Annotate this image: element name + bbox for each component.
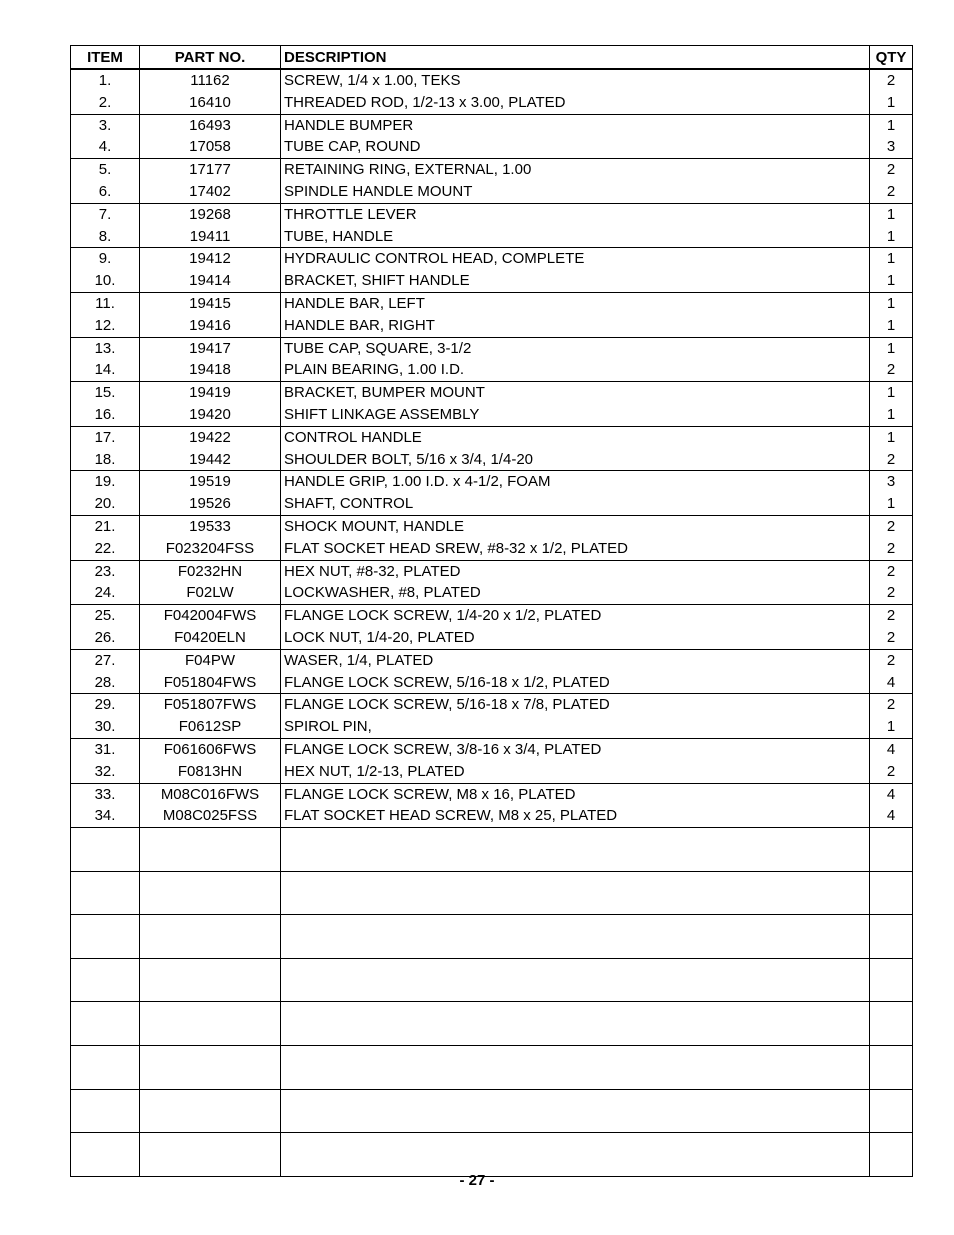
- cell-description: SPINDLE HANDLE MOUNT: [281, 181, 870, 203]
- cell-part-no: 19417: [140, 337, 281, 359]
- cell-part-no: 11162: [140, 69, 281, 92]
- cell-description: FLANGE LOCK SCREW, 3/8-16 x 3/4, PLATED: [281, 738, 870, 760]
- empty-cell: [71, 915, 140, 959]
- cell-part-no: 19519: [140, 471, 281, 493]
- cell-part-no: 19268: [140, 203, 281, 225]
- cell-description: SHAFT, CONTROL: [281, 493, 870, 515]
- cell-description: PLAIN BEARING, 1.00 I.D.: [281, 359, 870, 381]
- cell-qty: 3: [870, 471, 913, 493]
- cell-item: 26.: [71, 627, 140, 649]
- cell-description: RETAINING RING, EXTERNAL, 1.00: [281, 159, 870, 181]
- table-row: [71, 805, 913, 827]
- cell-part-no: F04PW: [140, 649, 281, 671]
- cell-item: 3.: [71, 114, 140, 136]
- cell-description: TUBE CAP, SQUARE, 3-1/2: [281, 337, 870, 359]
- empty-row: [71, 915, 913, 959]
- cell-part-no: F0232HN: [140, 560, 281, 582]
- cell-description: HANDLE BAR, RIGHT: [281, 315, 870, 337]
- cell-part-no: F0813HN: [140, 761, 281, 783]
- empty-cell: [71, 1046, 140, 1090]
- cell-description: WASER, 1/4, PLATED: [281, 649, 870, 671]
- empty-cell: [71, 1002, 140, 1046]
- empty-cell: [281, 1002, 870, 1046]
- cell-description: FLANGE LOCK SCREW, 5/16-18 x 7/8, PLATED: [281, 694, 870, 716]
- table-row: [71, 716, 913, 738]
- table-row: [71, 560, 913, 582]
- cell-description: SHOULDER BOLT, 5/16 x 3/4, 1/4-20: [281, 449, 870, 471]
- empty-cell: [870, 958, 913, 1002]
- cell-item: 24.: [71, 582, 140, 604]
- cell-qty: 1: [870, 226, 913, 248]
- cell-description: HEX NUT, 1/2-13, PLATED: [281, 761, 870, 783]
- empty-cell: [281, 1089, 870, 1133]
- cell-qty: 1: [870, 270, 913, 292]
- cell-part-no: 19414: [140, 270, 281, 292]
- cell-part-no: 19526: [140, 493, 281, 515]
- empty-row: [71, 1002, 913, 1046]
- cell-description: HYDRAULIC CONTROL HEAD, COMPLETE: [281, 248, 870, 270]
- header-description: DESCRIPTION: [281, 46, 870, 70]
- empty-cell: [870, 1133, 913, 1177]
- cell-description: TUBE CAP, ROUND: [281, 136, 870, 158]
- cell-qty: 1: [870, 114, 913, 136]
- empty-cell: [71, 871, 140, 915]
- cell-item: 17.: [71, 426, 140, 448]
- empty-cell: [870, 871, 913, 915]
- cell-part-no: 19418: [140, 359, 281, 381]
- table-row: [71, 404, 913, 426]
- cell-qty: 1: [870, 92, 913, 114]
- table-row: [71, 627, 913, 649]
- cell-description: SHIFT LINKAGE ASSEMBLY: [281, 404, 870, 426]
- cell-part-no: 17058: [140, 136, 281, 158]
- cell-item: 16.: [71, 404, 140, 426]
- cell-item: 10.: [71, 270, 140, 292]
- cell-item: 15.: [71, 382, 140, 404]
- table-row: [71, 92, 913, 114]
- cell-qty: 2: [870, 605, 913, 627]
- cell-part-no: 19416: [140, 315, 281, 337]
- cell-item: 29.: [71, 694, 140, 716]
- empty-cell: [870, 1089, 913, 1133]
- cell-part-no: 19420: [140, 404, 281, 426]
- table-row: [71, 292, 913, 314]
- cell-qty: 1: [870, 248, 913, 270]
- empty-cell: [281, 1133, 870, 1177]
- cell-description: HANDLE BUMPER: [281, 114, 870, 136]
- empty-row: [71, 1089, 913, 1133]
- cell-qty: 2: [870, 538, 913, 560]
- cell-item: 22.: [71, 538, 140, 560]
- empty-row: [71, 828, 913, 872]
- cell-part-no: M08C025FSS: [140, 805, 281, 827]
- cell-description: HANDLE GRIP, 1.00 I.D. x 4-1/2, FOAM: [281, 471, 870, 493]
- cell-item: 2.: [71, 92, 140, 114]
- cell-qty: 4: [870, 738, 913, 760]
- cell-description: BRACKET, BUMPER MOUNT: [281, 382, 870, 404]
- cell-qty: 2: [870, 649, 913, 671]
- cell-item: 1.: [71, 69, 140, 92]
- cell-item: 28.: [71, 672, 140, 694]
- table-row: [71, 114, 913, 136]
- cell-description: HEX NUT, #8-32, PLATED: [281, 560, 870, 582]
- cell-description: SPIROL PIN,: [281, 716, 870, 738]
- table-row: [71, 69, 913, 92]
- cell-qty: 2: [870, 761, 913, 783]
- cell-qty: 1: [870, 493, 913, 515]
- empty-cell: [281, 828, 870, 872]
- cell-description: LOCKWASHER, #8, PLATED: [281, 582, 870, 604]
- table-row: [71, 136, 913, 158]
- table-row: [71, 248, 913, 270]
- table-row: [71, 538, 913, 560]
- cell-part-no: 19411: [140, 226, 281, 248]
- cell-part-no: F0612SP: [140, 716, 281, 738]
- empty-cell: [140, 1002, 281, 1046]
- table-row: [71, 605, 913, 627]
- cell-item: 32.: [71, 761, 140, 783]
- table-header: [71, 46, 913, 70]
- table-row: [71, 761, 913, 783]
- cell-part-no: 19533: [140, 515, 281, 537]
- cell-qty: 1: [870, 404, 913, 426]
- header-item: ITEM: [71, 46, 140, 70]
- cell-item: 5.: [71, 159, 140, 181]
- cell-part-no: F0420ELN: [140, 627, 281, 649]
- empty-cell: [140, 828, 281, 872]
- cell-qty: 1: [870, 426, 913, 448]
- header-qty: QTY: [870, 46, 913, 70]
- cell-description: SCREW, 1/4 x 1.00, TEKS: [281, 69, 870, 92]
- cell-item: 11.: [71, 292, 140, 314]
- cell-item: 9.: [71, 248, 140, 270]
- table-row: [71, 449, 913, 471]
- page-number: - 27 -: [459, 1172, 495, 1189]
- table-row: [71, 783, 913, 805]
- empty-cell: [870, 1002, 913, 1046]
- cell-qty: 3: [870, 136, 913, 158]
- cell-qty: 1: [870, 203, 913, 225]
- table-row: [71, 315, 913, 337]
- cell-item: 12.: [71, 315, 140, 337]
- table-row: [71, 694, 913, 716]
- cell-qty: 2: [870, 159, 913, 181]
- cell-description: TUBE, HANDLE: [281, 226, 870, 248]
- cell-item: 18.: [71, 449, 140, 471]
- cell-item: 4.: [71, 136, 140, 158]
- cell-description: FLANGE LOCK SCREW, 1/4-20 x 1/2, PLATED: [281, 605, 870, 627]
- cell-description: SHOCK MOUNT, HANDLE: [281, 515, 870, 537]
- cell-part-no: F042004FWS: [140, 605, 281, 627]
- empty-cell: [870, 915, 913, 959]
- empty-cell: [71, 958, 140, 1002]
- cell-item: 13.: [71, 337, 140, 359]
- cell-qty: 2: [870, 449, 913, 471]
- cell-description: FLAT SOCKET HEAD SCREW, M8 x 25, PLATED: [281, 805, 870, 827]
- cell-qty: 1: [870, 337, 913, 359]
- empty-row: [71, 1046, 913, 1090]
- empty-row: [71, 958, 913, 1002]
- cell-item: 31.: [71, 738, 140, 760]
- table-row: [71, 159, 913, 181]
- cell-part-no: 19442: [140, 449, 281, 471]
- cell-qty: 2: [870, 69, 913, 92]
- cell-qty: 4: [870, 783, 913, 805]
- cell-part-no: 16410: [140, 92, 281, 114]
- table-row: [71, 203, 913, 225]
- cell-description: FLANGE LOCK SCREW, 5/16-18 x 1/2, PLATED: [281, 672, 870, 694]
- empty-cell: [71, 828, 140, 872]
- cell-item: 21.: [71, 515, 140, 537]
- cell-description: BRACKET, SHIFT HANDLE: [281, 270, 870, 292]
- header-part-no: PART NO.: [140, 46, 281, 70]
- cell-qty: 2: [870, 515, 913, 537]
- cell-qty: 1: [870, 382, 913, 404]
- cell-item: 6.: [71, 181, 140, 203]
- empty-cell: [140, 1133, 281, 1177]
- table-row: [71, 738, 913, 760]
- cell-description: THROTTLE LEVER: [281, 203, 870, 225]
- cell-description: HANDLE BAR, LEFT: [281, 292, 870, 314]
- empty-cell: [281, 915, 870, 959]
- table-row: [71, 181, 913, 203]
- cell-part-no: 17402: [140, 181, 281, 203]
- empty-cell: [140, 1089, 281, 1133]
- cell-part-no: F051804FWS: [140, 672, 281, 694]
- cell-item: 30.: [71, 716, 140, 738]
- cell-part-no: 16493: [140, 114, 281, 136]
- empty-row: [71, 1133, 913, 1177]
- cell-part-no: F023204FSS: [140, 538, 281, 560]
- cell-qty: 1: [870, 292, 913, 314]
- cell-part-no: 19412: [140, 248, 281, 270]
- table-row: [71, 649, 913, 671]
- cell-item: 8.: [71, 226, 140, 248]
- table-row: [71, 672, 913, 694]
- cell-description: CONTROL HANDLE: [281, 426, 870, 448]
- cell-item: 19.: [71, 471, 140, 493]
- cell-qty: 2: [870, 560, 913, 582]
- table-row: [71, 582, 913, 604]
- table-row: [71, 337, 913, 359]
- table-row: [71, 359, 913, 381]
- table-row: [71, 471, 913, 493]
- cell-item: 14.: [71, 359, 140, 381]
- cell-qty: 2: [870, 627, 913, 649]
- empty-cell: [71, 1089, 140, 1133]
- cell-part-no: F02LW: [140, 582, 281, 604]
- empty-cell: [281, 871, 870, 915]
- empty-cell: [140, 958, 281, 1002]
- table-row: [71, 493, 913, 515]
- empty-cell: [71, 1133, 140, 1177]
- cell-item: 25.: [71, 605, 140, 627]
- parts-table: [70, 45, 913, 1177]
- cell-qty: 4: [870, 805, 913, 827]
- empty-cell: [870, 1046, 913, 1090]
- cell-qty: 2: [870, 694, 913, 716]
- table-row: [71, 226, 913, 248]
- table-row: [71, 426, 913, 448]
- cell-description: LOCK NUT, 1/4-20, PLATED: [281, 627, 870, 649]
- cell-description: FLAT SOCKET HEAD SREW, #8-32 x 1/2, PLATED: [281, 538, 870, 560]
- cell-item: 34.: [71, 805, 140, 827]
- empty-cell: [140, 871, 281, 915]
- cell-part-no: 19419: [140, 382, 281, 404]
- cell-qty: 4: [870, 672, 913, 694]
- cell-qty: 1: [870, 716, 913, 738]
- empty-cell: [140, 915, 281, 959]
- cell-item: 7.: [71, 203, 140, 225]
- empty-row: [71, 871, 913, 915]
- cell-item: 27.: [71, 649, 140, 671]
- cell-qty: 2: [870, 582, 913, 604]
- empty-cell: [281, 1046, 870, 1090]
- cell-part-no: M08C016FWS: [140, 783, 281, 805]
- table-row: [71, 270, 913, 292]
- cell-item: 33.: [71, 783, 140, 805]
- cell-qty: 2: [870, 181, 913, 203]
- cell-qty: 1: [870, 315, 913, 337]
- cell-qty: 2: [870, 359, 913, 381]
- cell-part-no: 17177: [140, 159, 281, 181]
- cell-part-no: 19422: [140, 426, 281, 448]
- cell-description: FLANGE LOCK SCREW, M8 x 16, PLATED: [281, 783, 870, 805]
- table-row: [71, 382, 913, 404]
- empty-cell: [870, 828, 913, 872]
- cell-item: 23.: [71, 560, 140, 582]
- table-row: [71, 515, 913, 537]
- cell-description: THREADED ROD, 1/2-13 x 3.00, PLATED: [281, 92, 870, 114]
- cell-part-no: F061606FWS: [140, 738, 281, 760]
- cell-part-no: F051807FWS: [140, 694, 281, 716]
- cell-item: 20.: [71, 493, 140, 515]
- empty-cell: [281, 958, 870, 1002]
- table-body: [71, 69, 913, 1176]
- cell-part-no: 19415: [140, 292, 281, 314]
- empty-cell: [140, 1046, 281, 1090]
